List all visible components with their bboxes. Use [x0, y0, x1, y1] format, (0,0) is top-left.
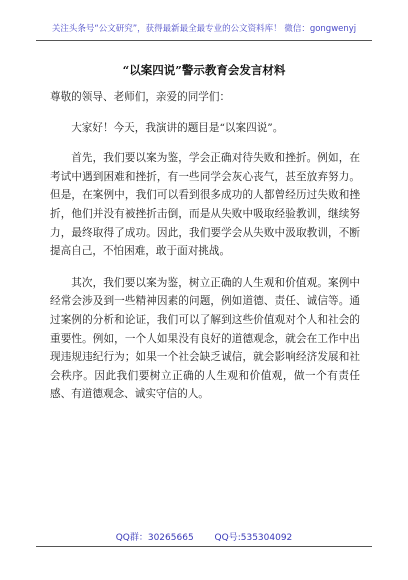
greeting: 尊敬的领导、老师们，亲爱的同学们：: [50, 91, 231, 103]
document-body: [50, 88, 360, 417]
opening-line: 大家好！今天，我演讲的题目是“以案四说”。: [71, 121, 284, 134]
page-header: [36, 22, 372, 34]
page-footer: [0, 530, 408, 543]
footer-divider: [36, 546, 372, 547]
footer-qq-group: QQ群：30265665: [115, 533, 194, 543]
header-promo-text: 关注头条号“公文研究”，获得最新最全最专业的公文资料库！ 微信：gongwenyj: [51, 24, 357, 34]
body-paragraph-2: 其次，我们要以案为鉴，树立正确的人生观和价值观。案例中经常会涉及到一些精神因素的问题，例如道德、责任、诚信等。通过案例的分析和论证，我们可以了解到这些价值观对个人和社会的重要性。例如，一个人如果没有良好的道德观念，就会在工作中出现违规违纪行为；如果一个社会缺乏诚信，就会影响经济发展和社会秩序。因此我们要树立正确的人生观和价值观，做一个有责任感、有道德观念、诚实守信的人。: [50, 276, 360, 401]
document-title: “以案四说”警示教育会发言材料: [122, 63, 286, 77]
footer-qq-number: QQ号:535304092: [214, 533, 293, 543]
header-divider: [36, 40, 372, 41]
body-paragraph-1: 首先，我们要以案为鉴，学会正确对待失败和挫折。例如，在考试中遇到困难和挫折，有一些同学会灰心丧气，甚至放弃努力。但是，在案例中，我们可以看到很多成功的人都曾经历过失败和挫折，他们并没有被挫折击倒，而是从失败中吸取经验教训，继续努力，最终取得了成功。因此，我们要学会从失败中汲取教训，不断提高自己，不怕困难，敢于面对挑战。: [50, 152, 360, 258]
